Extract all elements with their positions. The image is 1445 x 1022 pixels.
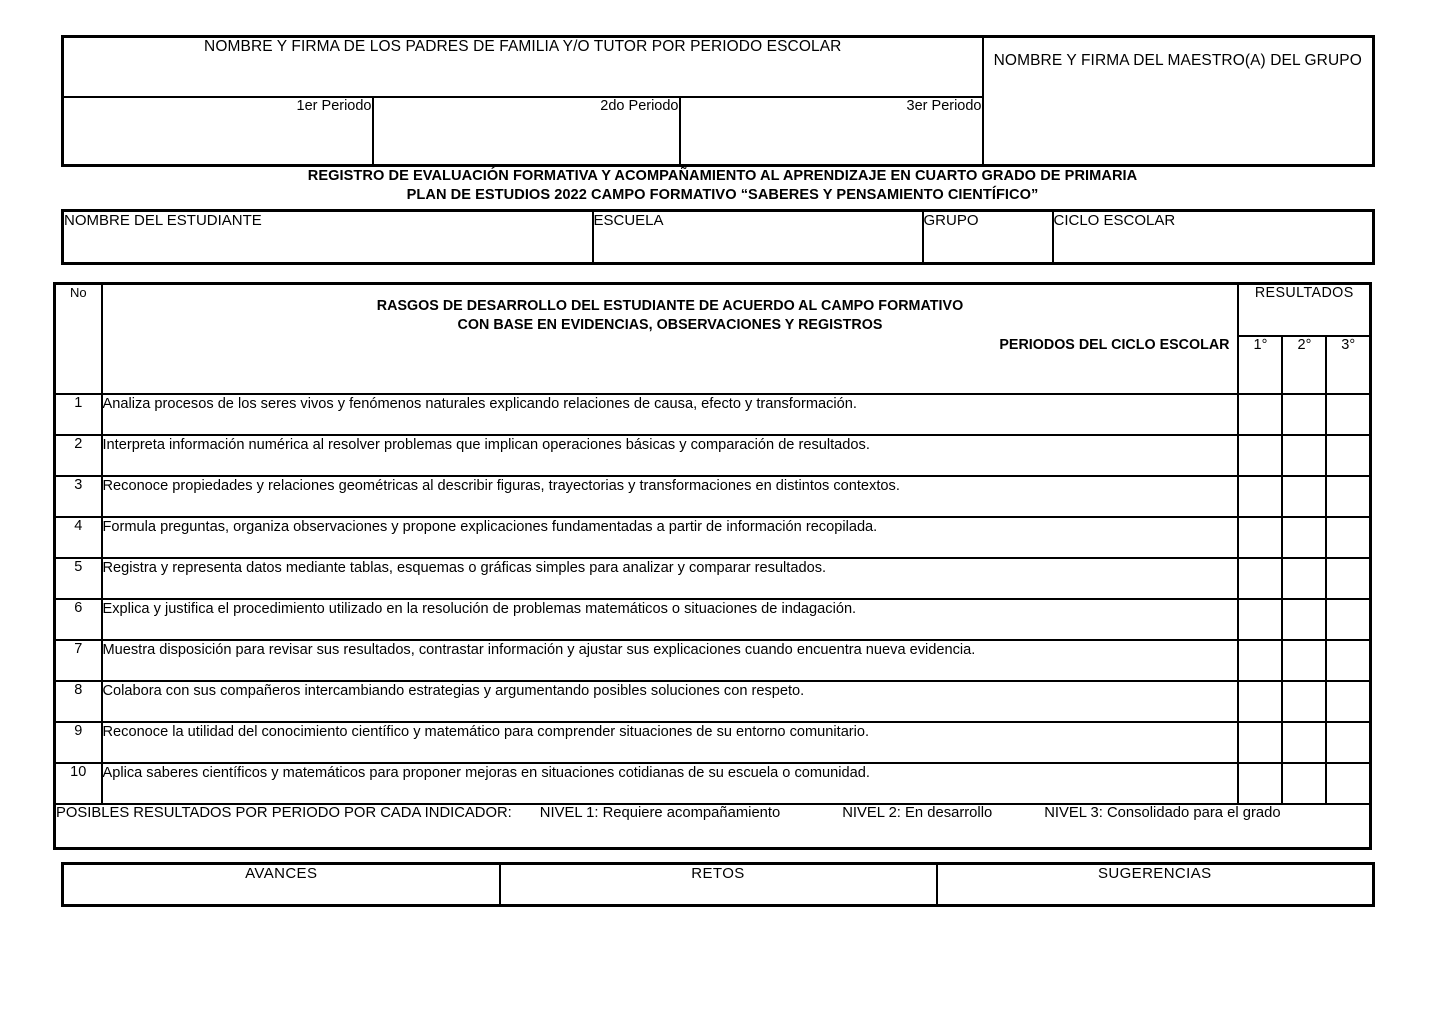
row-mark-period-1[interactable] xyxy=(1238,558,1282,599)
table-row xyxy=(55,517,1371,558)
student-info-table xyxy=(61,209,1375,265)
row-number: 3 xyxy=(55,476,102,517)
row-number: 9 xyxy=(55,722,102,763)
row-trait-text: Reconoce propiedades y relaciones geométricas al describir figuras, trayectorias y transformaciones en distintos contextos. xyxy=(102,476,1239,517)
row-trait-text: Aplica saberes científicos y matemáticos para proponer mejoras en situaciones cotidianas de su escuela o comunidad. xyxy=(102,763,1239,804)
table-row xyxy=(55,681,1371,722)
row-mark-period-3[interactable] xyxy=(1326,681,1370,722)
row-number: 2 xyxy=(55,435,102,476)
row-mark-period-1[interactable] xyxy=(1238,517,1282,558)
row-mark-period-3[interactable] xyxy=(1326,763,1370,804)
row-mark-period-3[interactable] xyxy=(1326,435,1370,476)
table-row xyxy=(55,476,1371,517)
row-trait-text: Explica y justifica el procedimiento utilizado en la resolución de problemas matemáticos o situaciones de indagación. xyxy=(102,599,1239,640)
row-mark-period-1[interactable] xyxy=(1238,394,1282,435)
signature-period-3[interactable]: 3er Periodo xyxy=(680,97,983,166)
evaluation-table-block xyxy=(53,282,1372,850)
table-row xyxy=(55,640,1371,681)
row-mark-period-3[interactable] xyxy=(1326,517,1370,558)
column-header-no: No xyxy=(55,284,102,395)
row-trait-text: Reconoce la utilidad del conocimiento científico y matemático para comprender situaciones de su entorno comunitario. xyxy=(102,722,1239,763)
footer-column-retos[interactable]: RETOS xyxy=(500,864,937,906)
row-mark-period-1[interactable] xyxy=(1238,640,1282,681)
row-trait-text: Muestra disposición para revisar sus resultados, contrastar información y ajustar sus explicaciones cuando encuentra nueva evidencia. xyxy=(102,640,1239,681)
document-title-line-1: REGISTRO DE EVALUACIÓN FORMATIVA Y ACOMPAÑAMIENTO AL APRENDIZAJE EN CUARTO GRADO DE PRIMARIA xyxy=(307,168,1138,184)
table-row xyxy=(55,558,1371,599)
document-title xyxy=(0,167,1445,205)
legend-intro-text: POSIBLES RESULTADOS POR PERIODO POR CADA INDICADOR: xyxy=(56,805,512,821)
column-header-traits xyxy=(102,284,1239,395)
legend-row xyxy=(55,804,1371,849)
row-mark-period-3[interactable] xyxy=(1326,640,1370,681)
traits-header-line-2: CON BASE EN EVIDENCIAS, OBSERVACIONES Y REGISTROS xyxy=(457,317,883,333)
footer-column-sugerencias[interactable]: SUGERENCIAS xyxy=(937,864,1374,906)
row-mark-period-3[interactable] xyxy=(1326,394,1370,435)
row-mark-period-2[interactable] xyxy=(1282,394,1326,435)
column-header-period-2: 2° xyxy=(1282,336,1326,394)
group-field[interactable]: GRUPO xyxy=(923,211,1053,264)
table-row xyxy=(55,763,1371,804)
traits-header-line-1: RASGOS DE DESARROLLO DEL ESTUDIANTE DE ACUERDO AL CAMPO FORMATIVO xyxy=(376,298,964,314)
row-number: 5 xyxy=(55,558,102,599)
row-mark-period-1[interactable] xyxy=(1238,763,1282,804)
row-mark-period-1[interactable] xyxy=(1238,599,1282,640)
row-number: 4 xyxy=(55,517,102,558)
row-trait-text: Interpreta información numérica al resolver problemas que implican operaciones básicas y comparación de resultados. xyxy=(102,435,1239,476)
row-mark-period-2[interactable] xyxy=(1282,599,1326,640)
row-trait-text: Formula preguntas, organiza observaciones y propone explicaciones fundamentadas a partir de información recopilada. xyxy=(102,517,1239,558)
evaluation-header-row-1 xyxy=(55,284,1371,337)
row-mark-period-1[interactable] xyxy=(1238,681,1282,722)
row-mark-period-1[interactable] xyxy=(1238,435,1282,476)
row-mark-period-2[interactable] xyxy=(1282,681,1326,722)
row-trait-text: Registra y representa datos mediante tablas, esquemas o gráficas simples para analizar y comparar resultados. xyxy=(102,558,1239,599)
row-mark-period-2[interactable] xyxy=(1282,763,1326,804)
table-row xyxy=(55,435,1371,476)
legend-level-3: NIVEL 3: Consolidado para el grado xyxy=(1044,805,1281,821)
school-field[interactable]: ESCUELA xyxy=(593,211,923,264)
table-row xyxy=(55,599,1371,640)
column-header-period-1: 1° xyxy=(1238,336,1282,394)
row-mark-period-3[interactable] xyxy=(1326,476,1370,517)
signature-header-row xyxy=(63,37,1374,98)
row-mark-period-3[interactable] xyxy=(1326,558,1370,599)
student-name-field[interactable]: NOMBRE DEL ESTUDIANTE xyxy=(63,211,593,264)
row-number: 7 xyxy=(55,640,102,681)
table-row xyxy=(55,722,1371,763)
signature-period-1[interactable]: 1er Periodo xyxy=(63,97,373,166)
legend-level-1: NIVEL 1: Requiere acompañamiento xyxy=(539,805,781,821)
evaluation-table xyxy=(53,282,1372,850)
row-mark-period-3[interactable] xyxy=(1326,599,1370,640)
student-info-block xyxy=(61,209,1372,265)
legend-level-2: NIVEL 2: En desarrollo xyxy=(842,805,993,821)
teacher-signature-header[interactable]: NOMBRE Y FIRMA DEL MAESTRO(A) DEL GRUPO xyxy=(983,37,1374,166)
footer-column-avances[interactable]: AVANCES xyxy=(63,864,500,906)
periods-of-cycle-label: PERIODOS DEL CICLO ESCOLAR xyxy=(999,337,1230,353)
results-legend xyxy=(55,804,1371,849)
row-number: 6 xyxy=(55,599,102,640)
signature-block xyxy=(61,35,1372,167)
document-title-line-2: PLAN DE ESTUDIOS 2022 CAMPO FORMATIVO “SABERES Y PENSAMIENTO CIENTÍFICO” xyxy=(406,187,1039,203)
footer-block xyxy=(61,862,1372,907)
row-mark-period-2[interactable] xyxy=(1282,517,1326,558)
column-header-period-3: 3° xyxy=(1326,336,1370,394)
row-mark-period-2[interactable] xyxy=(1282,722,1326,763)
signature-period-2[interactable]: 2do Periodo xyxy=(373,97,680,166)
row-mark-period-2[interactable] xyxy=(1282,435,1326,476)
school-cycle-field[interactable]: CICLO ESCOLAR xyxy=(1053,211,1374,264)
column-header-results: RESULTADOS xyxy=(1238,284,1370,337)
row-mark-period-2[interactable] xyxy=(1282,558,1326,599)
row-mark-period-3[interactable] xyxy=(1326,722,1370,763)
signature-table xyxy=(61,35,1375,167)
parents-signature-header: NOMBRE Y FIRMA DE LOS PADRES DE FAMILIA Y/O TUTOR POR PERIODO ESCOLAR xyxy=(63,37,983,98)
row-mark-period-1[interactable] xyxy=(1238,476,1282,517)
row-mark-period-2[interactable] xyxy=(1282,476,1326,517)
row-number: 1 xyxy=(55,394,102,435)
row-number: 10 xyxy=(55,763,102,804)
row-trait-text: Colabora con sus compañeros intercambiando estrategias y argumentando posibles soluciones con respeto. xyxy=(102,681,1239,722)
footer-row xyxy=(63,864,1374,906)
student-info-row xyxy=(63,211,1374,264)
row-number: 8 xyxy=(55,681,102,722)
table-row xyxy=(55,394,1371,435)
row-mark-period-2[interactable] xyxy=(1282,640,1326,681)
row-mark-period-1[interactable] xyxy=(1238,722,1282,763)
row-trait-text: Analiza procesos de los seres vivos y fenómenos naturales explicando relaciones de causa, efecto y transformación. xyxy=(102,394,1239,435)
footer-table xyxy=(61,862,1375,907)
